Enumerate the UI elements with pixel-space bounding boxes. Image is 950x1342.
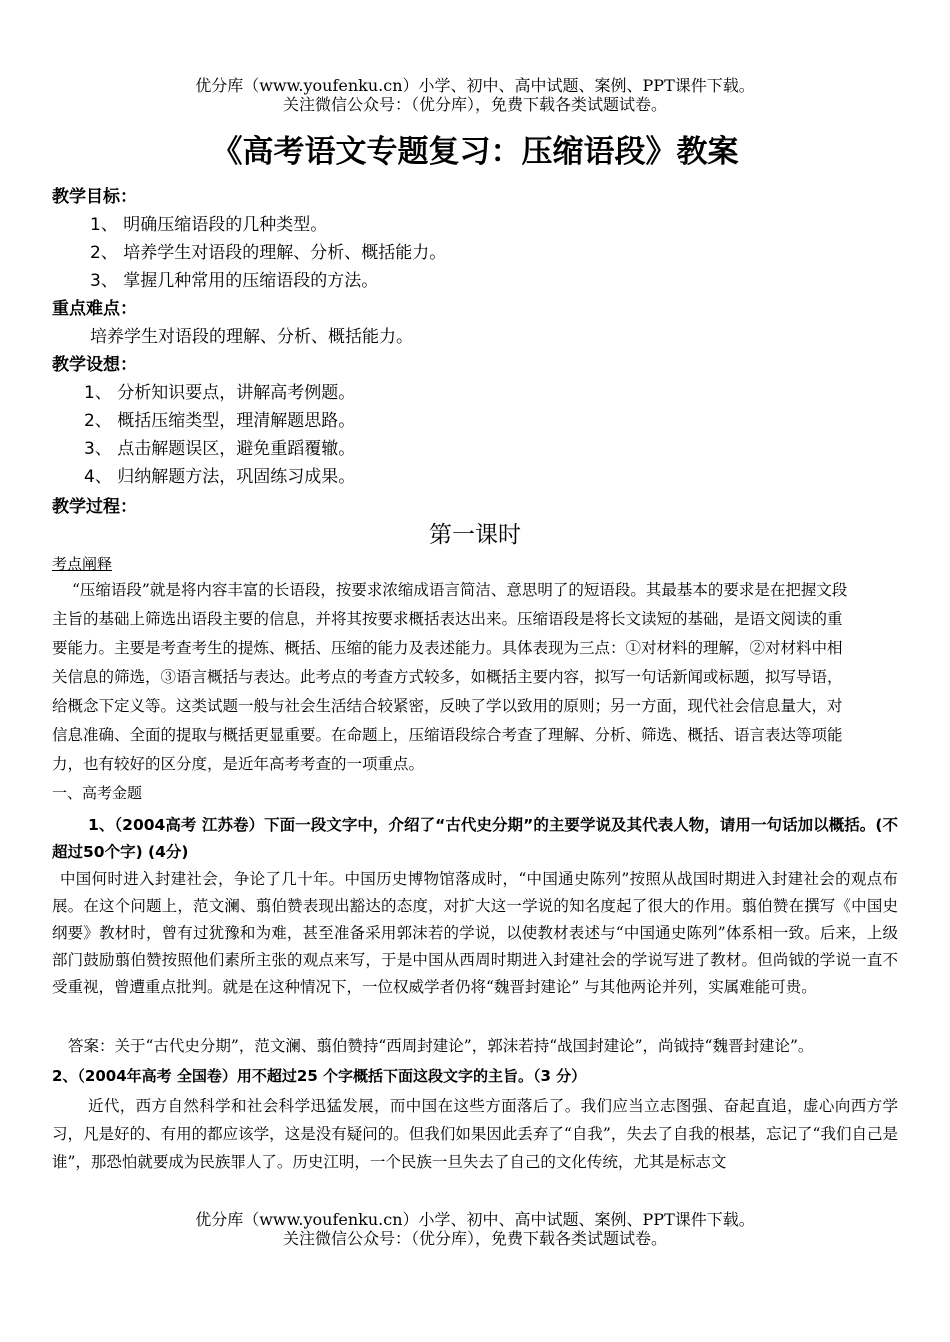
explanation-line: 关信息的筛选，③语言概括与表达。此考点的考查方式较多，如概括主要内容，拟写一句话新闻或标题，拟写导语，: [52, 668, 843, 686]
process-heading: 教学过程：: [52, 497, 137, 517]
question-1-passage: 中国何时进入封建社会，争论了几十年。中国历史博物馆落成时，“中国通史陈列”按照从战国时期进入封建社会的观点布展。在这个问题上，范文澜、翦伯赞表现出豁达的态度，对扩大这一学说的知名度起了很大的作用。翦伯赞在撰写《中国史纲要》教材时，曾有过犹豫和为难，甚至准备采用郭沫若的学说，以使教材表述与“中国通史陈列”体系相一致。后来，上级部门鼓励翦伯赞按照他们素所主张的观点来写，于是中国从西周时期进入封建社会的学说写进了教材。但尚钺的学说一直不受重视，曾遭重点批判。就是在这种情况下，一位权威学者仍将“魏晋封建论” 与其他两论并列，实属难能可贵。: [52, 870, 898, 996]
header-line-2: 关注微信公众号：（优分库），免费下载各类试题试卷。: [282, 95, 667, 114]
page-footer: [0, 1210, 950, 1248]
footer-line-1: 优分库（www.youfenku.cn）小学、初中、高中试题、案例、PPT课件下载。: [195, 1210, 755, 1229]
question-1-prompt: 1、（2004高考 江苏卷）下面一段文字中，介绍了“古代史分期”的主要学说及其代表人物，请用一句话加以概括。(不超过50个字) (4分): [52, 816, 898, 861]
objective-item-2: 2、 培养学生对语段的理解、分析、概括能力。: [90, 243, 447, 263]
key-points-heading: 重点难点：: [52, 299, 137, 319]
lesson-title: 第一课时: [429, 522, 521, 548]
design-item-3: 3、 点击解题误区，避免重蹈覆辙。: [84, 439, 356, 459]
explanation-line: 主旨的基础上筛选出语段主要的信息，并将其按要求概括表达出来。压缩语段是将长文读短的基础，是语文阅读的重: [52, 610, 843, 628]
question-2-prompt: 2、（2004年高考 全国卷）用不超过25 个字概括下面这段文字的主旨。（3 分）: [52, 1067, 587, 1085]
header-line-1: 优分库（www.youfenku.cn）小学、初中、高中试题、案例、PPT课件下载。: [195, 76, 755, 95]
design-item-1: 1、 分析知识要点，讲解高考例题。: [84, 383, 356, 403]
design-item-4: 4、 归纳解题方法，巩固练习成果。: [84, 467, 356, 487]
explanation-line: 要能力。主要是考查考生的提炼、概括、压缩的能力及表述能力。具体表现为三点：①对材料的理解，②对材料中相: [52, 639, 843, 657]
objectives-heading: 教学目标：: [52, 187, 137, 207]
design-item-2: 2、 概括压缩类型，理清解题思路。: [84, 411, 356, 431]
question-1-answer: 答案：关于“古代史分期”，范文澜、翦伯赞持“西周封建论”，郭沫若持“战国封建论”，尚钺持“魏晋封建论”。: [68, 1037, 814, 1055]
objective-item-3: 3、 掌握几种常用的压缩语段的方法。: [90, 271, 379, 291]
document-title: 《高考语文专题复习：压缩语段》教案: [211, 134, 739, 170]
objective-item-1: 1、 明确压缩语段的几种类型。: [90, 215, 328, 235]
explanation-line: 给概念下定义等。这类试题一般与社会生活结合较紧密，反映了学以致用的原则；另一方面，现代社会信息量大，对: [52, 697, 843, 715]
key-points-text: 培养学生对语段的理解、分析、概括能力。: [90, 327, 413, 347]
footer-line-2: 关注微信公众号：（优分库），免费下载各类试题试卷。: [282, 1229, 667, 1248]
gold-heading: 一、高考金题: [52, 784, 143, 802]
explanation-label: 考点阐释: [52, 555, 113, 573]
explanation-line: 力，也有较好的区分度，是近年高考考查的一项重点。: [52, 755, 425, 773]
explanation-line: “压缩语段”就是将内容丰富的长语段，按要求浓缩成语言简洁、意思明了的短语段。其最基本的要求是在把握文段: [72, 581, 848, 599]
design-heading: 教学设想：: [52, 355, 137, 375]
page-header: [0, 76, 950, 114]
explanation-paragraph: [52, 576, 898, 779]
question-2-passage: 近代，西方自然科学和社会科学迅猛发展，而中国在这些方面落后了。我们应当立志图强、奋起直追，虚心向西方学习，凡是好的、有用的都应该学，这是没有疑问的。但我们如果因此丢弃了“自我”，失去了自我的根基，忘记了“我们自己是谁”，那恐怕就要成为民族罪人了。历史江明，一个民族一旦失去了自己的文化传统，尤其是标志文: [52, 1097, 898, 1171]
explanation-line: 信息准确、全面的提取与概括更显重要。在命题上，压缩语段综合考查了理解、分析、筛选、概括、语言表达等项能: [52, 726, 843, 744]
